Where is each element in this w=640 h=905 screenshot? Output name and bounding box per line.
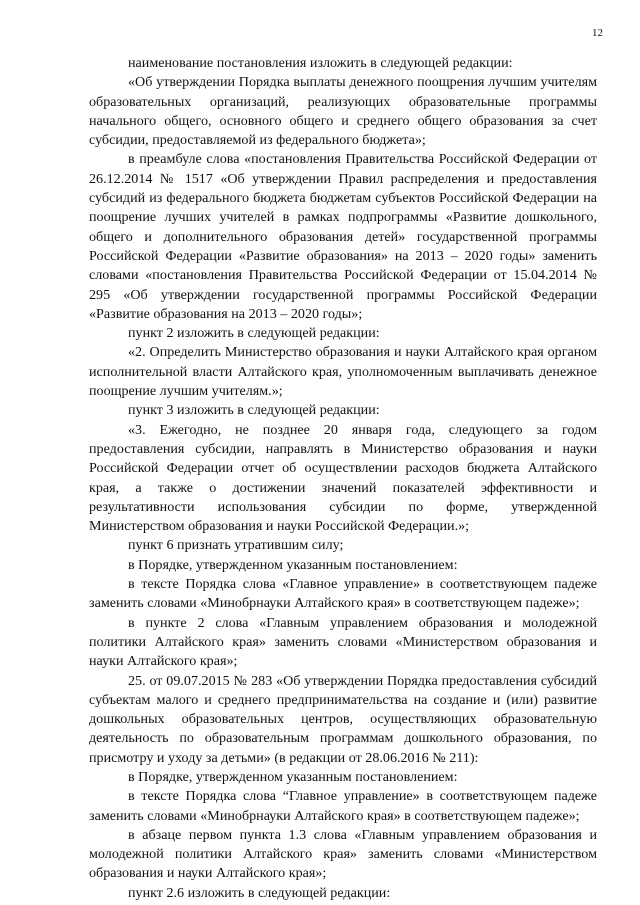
- paragraph-point-2-intro: пункт 2 изложить в следующей редакции:: [128, 325, 380, 342]
- paragraph-point-2-text: «2. Определить Министерство образования и науки Алтайского края органом исполнительной власти Алтайского края, уполномоченным выплачивать денежное поощрение лучшим учителям.»;: [89, 344, 597, 400]
- paragraph-point-2-replace: в пункте 2 слова «Главным управлением образования и молодежной политики Алтайского края» заменить словами «Министерством образования и науки Алтайского края»;: [89, 614, 597, 670]
- paragraph-procedure-intro: в Порядке, утвержденном указанным постановлением:: [128, 556, 458, 573]
- paragraph-point-3-intro: пункт 3 изложить в следующей редакции:: [128, 402, 380, 419]
- paragraph-procedure-replace: в тексте Порядка слова «Главное управление» в соответствующем падеже заменить словами «Минобрнауки Алтайского края» в соответствующем падеже»;: [89, 576, 597, 612]
- paragraph-item-25: 25. от 09.07.2015 № 283 «Об утверждении Порядка предоставления субсидий субъектам малого и среднего предпринимательства на создание и (или) развитие дошкольных образовательных центров, осуществляющих образовательную деятельность по образовательным программам дошкольного образования, по присмотру и уходу за детьми» (в редакции от 28.06.2016 № 211):: [89, 672, 597, 766]
- paragraph-preamble: в преамбуле слова «постановления Правительства Российской Федерации от 26.12.2014 № 1517 «Об утверждении Правил распределения и предоставления субсидий из федерального бюджета бюджетам субъектов Российской Федерации на поощрение лучших учителей в рамках подпрограммы «Развитие дошкольного, общего и дополнительного образования детей» государственной программы Российской Федерации «Развитие образования» на 2013 – 2020 годы» заменить словами «постановления Правительства Российской Федерации от 15.04.2014 № 295 «Об утверждении государственной программы Российской Федерации «Развитие образования на 2013 – 2020 годы»;: [89, 151, 597, 322]
- paragraph-point-3-text: «3. Ежегодно, не позднее 20 января года, следующего за годом предоставления субсидии, направлять в Министерство образования и науки Российской Федерации отчет об осуществлении расходов бюджета Алтайского края, а также о достижении значений показателей эффективности и результативности использования субсидии по форме, утвержденной Министерством образования и науки Российской Федерации.»;: [89, 421, 597, 535]
- paragraph-procedure-intro-2: в Порядке, утвержденном указанным постановлением:: [128, 768, 458, 785]
- paragraph-quoted-title: «Об утверждении Порядка выплаты денежного поощрения лучшим учителям образовательных организаций, реализующих образовательные программы начального общего, основного общего и среднего общего образования за счет субсидии, предоставляемой из федерального бюджета»;: [89, 74, 597, 149]
- paragraph-intro-heading: наименование постановления изложить в следующей редакции:: [128, 55, 513, 71]
- document-body: [89, 54, 597, 903]
- paragraph-point-2-6-intro: пункт 2.6 изложить в следующей редакции:: [128, 884, 391, 901]
- paragraph-clause-1-3: в абзаце первом пункта 1.3 слова «Главным управлением образования и молодежной политики Алтайского края» заменить словами «Министерством образования и науки Алтайского края»;: [89, 826, 597, 882]
- page-number: 12: [592, 27, 603, 39]
- paragraph-point-6: пункт 6 признать утратившим силу;: [128, 537, 344, 554]
- paragraph-procedure-replace-2: в тексте Порядка слова “Главное управление» в соответствующем падеже заменить словами «Минобрнауки Алтайского края» в соответствующем падеже»;: [89, 788, 597, 824]
